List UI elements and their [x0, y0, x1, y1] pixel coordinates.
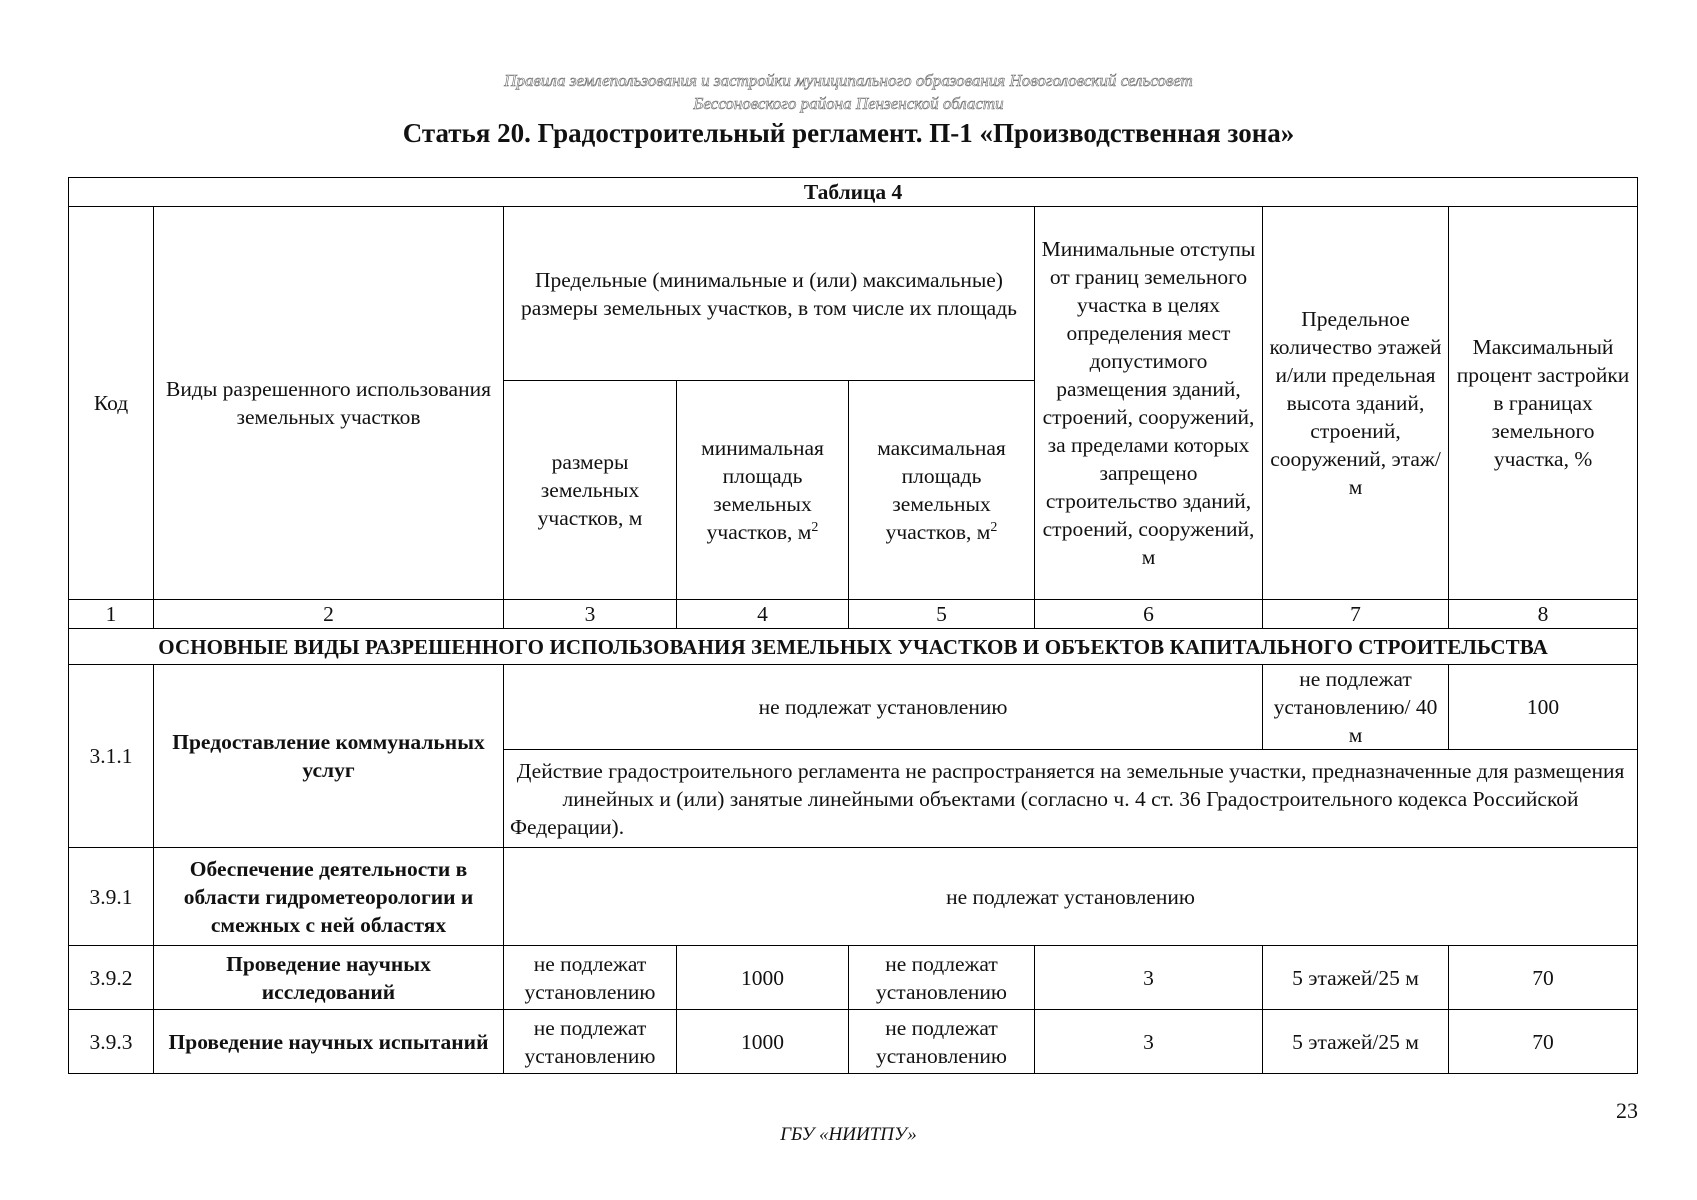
row-note: Действие градостроительного регламента не распространяется на земельные участки, предназначенные для размещения линейных и (или) занятые линейными объектами (согласно ч. 4 ст. 36 Градостроительного кодекса Российской Федерации).: [504, 750, 1638, 848]
table-row: [69, 1010, 1638, 1074]
row-min-area: 1000: [677, 946, 849, 1010]
column-header-code: Код: [69, 207, 154, 600]
column-number: 1: [69, 600, 154, 629]
column-header-floors: Предельное количество этажей и/или предельная высота зданий, строений, сооружений, этаж/м: [1263, 207, 1449, 600]
row-code: 3.9.1: [69, 848, 154, 946]
column-number: 4: [677, 600, 849, 629]
column-header-setbacks: Минимальные отступы от границ земельного участка в целях определения мест допустимого размещения зданий, строений, сооружений, за пределами которых запрещено строительство зданий, строений, сооружений, м: [1035, 207, 1263, 600]
regulation-table: [68, 177, 1638, 1074]
row-min-area: 1000: [677, 1010, 849, 1074]
column-number: 5: [849, 600, 1035, 629]
table-row: [69, 946, 1638, 1010]
max-area-unit-sup: 2: [990, 519, 998, 535]
article-title: Статья 20. Градостроительный регламент. П-1 «Производственная зона»: [402, 118, 1295, 148]
row-size: не подлежат установлению: [504, 946, 677, 1010]
table-row: [69, 848, 1638, 946]
column-header-max-area: [849, 381, 1035, 600]
column-number: 3: [504, 600, 677, 629]
row-code: 3.9.2: [69, 946, 154, 1010]
row-coverage: 70: [1449, 1010, 1638, 1074]
row-max-area: не подлежат установлению: [849, 1010, 1035, 1074]
row-size: не подлежат установлению: [504, 1010, 677, 1074]
row-limits-merged: не подлежат установлению: [504, 665, 1263, 750]
table-row: [69, 665, 1638, 750]
row-coverage: 70: [1449, 946, 1638, 1010]
section-title: ОСНОВНЫЕ ВИДЫ РАЗРЕШЕННОГО ИСПОЛЬЗОВАНИЯ ЗЕМЕЛЬНЫХ УЧАСТКОВ И ОБЪЕКТОВ КАПИТАЛЬНОГО СТРОИТЕЛЬСТВА: [69, 629, 1638, 665]
document-header-note-line1: Правила землепользования и застройки муниципального образования Новоголовский сельсовет: [504, 71, 1193, 90]
row-merged: не подлежат установлению: [504, 848, 1638, 946]
row-floors: 5 этажей/25 м: [1263, 946, 1449, 1010]
row-use: Проведение научных испытаний: [154, 1010, 504, 1074]
row-use: Предоставление коммунальных услуг: [154, 665, 504, 848]
row-coverage: 100: [1449, 665, 1638, 750]
table-caption: Таблица 4: [69, 178, 1638, 207]
column-header-use: Виды разрешенного использования земельных участков: [154, 207, 504, 600]
min-area-unit-sup: 2: [811, 519, 819, 535]
column-numbers-row: [69, 600, 1638, 629]
min-area-label: минимальная площадь земельных участков, м: [701, 436, 824, 544]
column-header-size: размеры земельных участков, м: [504, 381, 677, 600]
footer-organization: ГБУ «НИИТПУ»: [780, 1124, 917, 1145]
max-area-label: максимальная площадь земельных участков, м: [877, 436, 1006, 544]
row-floors: не подлежат установлению/ 40 м: [1263, 665, 1449, 750]
row-code: 3.9.3: [69, 1010, 154, 1074]
row-use: Обеспечение деятельности в области гидрометеорологии и смежных с ней областях: [154, 848, 504, 946]
column-header-min-area: [677, 381, 849, 600]
row-setback: 3: [1035, 946, 1263, 1010]
column-number: 7: [1263, 600, 1449, 629]
row-max-area: не подлежат установлению: [849, 946, 1035, 1010]
column-header-coverage: Максимальный процент застройки в границах земельного участка, %: [1449, 207, 1638, 600]
column-number: 6: [1035, 600, 1263, 629]
column-number: 8: [1449, 600, 1638, 629]
row-setback: 3: [1035, 1010, 1263, 1074]
document-header-note-line2: Бессоновского района Пензенской области: [693, 94, 1004, 113]
row-code: 3.1.1: [69, 665, 154, 848]
row-floors: 5 этажей/25 м: [1263, 1010, 1449, 1074]
row-use: Проведение научных исследований: [154, 946, 504, 1010]
column-number: 2: [154, 600, 504, 629]
column-header-limits-group: Предельные (минимальные и (или) максимальные) размеры земельных участков, в том числе их площадь: [504, 207, 1035, 381]
page-number: 23: [1616, 1098, 1638, 1123]
